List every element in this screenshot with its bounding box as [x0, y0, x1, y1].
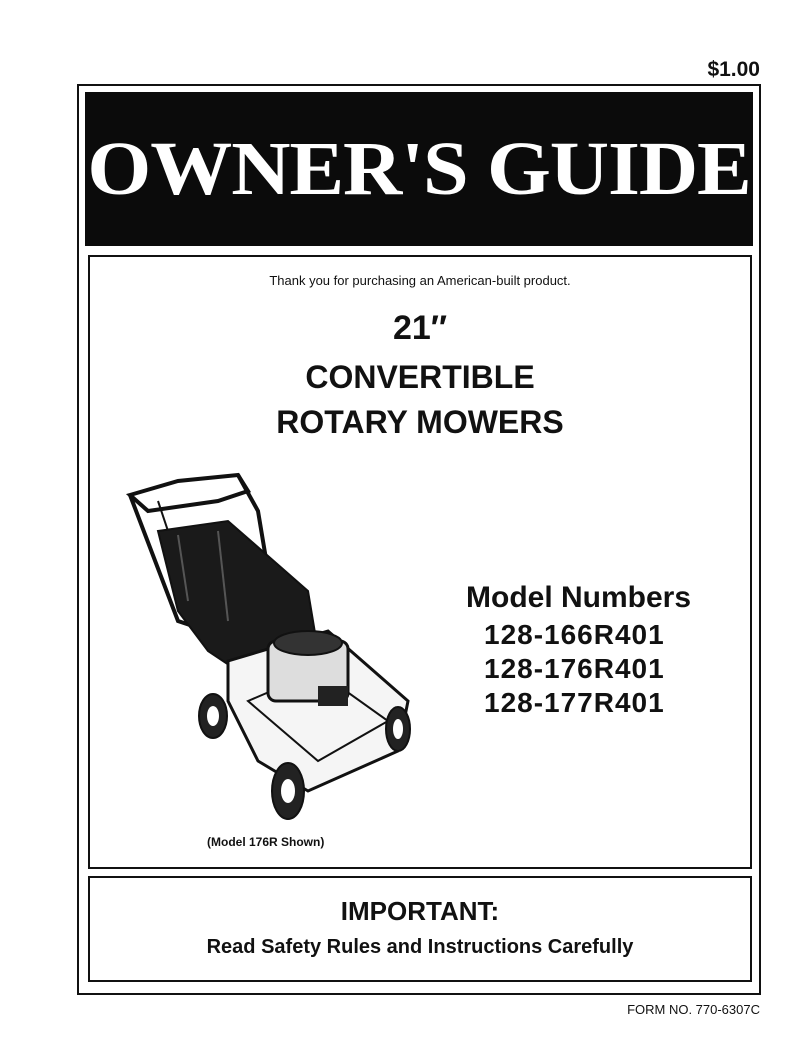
models-heading: Model Numbers — [466, 581, 692, 614]
form-number: FORM NO. 770-6307C — [627, 1002, 760, 1017]
banner-title: OWNER'S GUIDE — [87, 126, 751, 211]
lawn-mower-icon — [118, 471, 428, 831]
model-number: 128-166R401 — [484, 619, 665, 650]
thanks-text: Thank you for purchasing an American-built product. — [269, 273, 571, 288]
illustration-caption: (Model 176R Shown) — [207, 835, 325, 849]
model-number: 128-177R401 — [484, 687, 665, 718]
title-banner — [85, 92, 753, 246]
title-line-1: CONVERTIBLE — [305, 359, 535, 395]
important-subtext: Read Safety Rules and Instructions Carefully — [206, 936, 634, 958]
title-line-2: ROTARY MOWERS — [276, 404, 564, 440]
mower-size: 21″ — [392, 309, 448, 347]
important-heading: IMPORTANT: — [340, 896, 500, 926]
content-box — [88, 255, 752, 869]
price: $1.00 — [707, 58, 760, 81]
important-box — [88, 876, 752, 982]
model-number: 128-176R401 — [484, 653, 665, 684]
